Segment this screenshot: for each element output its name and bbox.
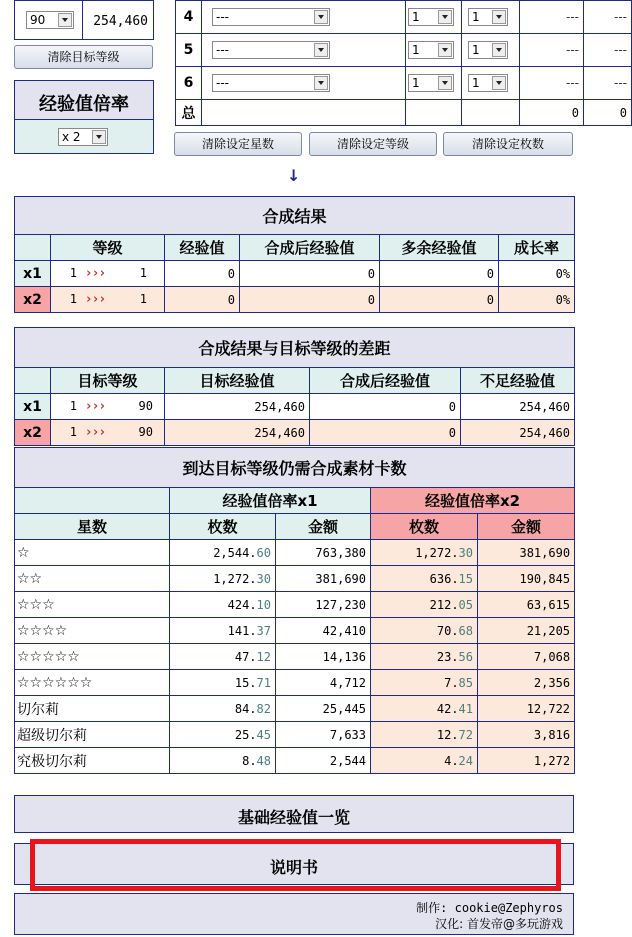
need-card-name: ☆☆☆☆ (15, 618, 170, 644)
base-exp-list-button[interactable] (14, 795, 574, 833)
level-from: 1 (69, 266, 77, 280)
need-count-x1 (170, 644, 276, 670)
count-int: 4. (444, 753, 459, 768)
count-int: 8. (242, 753, 257, 768)
clear-count-button[interactable]: 清除设定枚数 (443, 132, 573, 156)
need-cost-x1: 763,380 (276, 540, 371, 566)
need-cost-x2: 7,068 (478, 644, 575, 670)
result-col-header: 经验值 (165, 235, 240, 261)
level-to: 90 (138, 425, 153, 439)
gap-level-cell (51, 394, 165, 420)
chevron-down-icon (438, 10, 452, 24)
need-row (15, 592, 575, 618)
slot-star-cell (406, 34, 462, 67)
gap-row (15, 394, 575, 420)
count-int: 212. (429, 597, 459, 612)
need-card-name: ☆☆☆ (15, 592, 170, 618)
credits-box (14, 893, 574, 935)
result-exp: 0 (165, 261, 240, 287)
count-dec: 30 (458, 545, 473, 560)
chevron-right-icon: ››› (84, 292, 106, 307)
need-cost-x1: 4,712 (276, 670, 371, 696)
chevron-down-icon (58, 13, 72, 27)
result-extra-exp: 0 (380, 287, 499, 313)
need-count-x2 (371, 722, 478, 748)
count-dec: 15 (458, 571, 473, 586)
manual-highlight-frame (30, 839, 561, 891)
level-from: 1 (69, 399, 77, 413)
need-row (15, 748, 575, 774)
need-count-x1 (170, 670, 276, 696)
need-card-name: ☆☆ (15, 566, 170, 592)
target-level-divider (82, 0, 83, 40)
gap-col-header: 目标经验值 (165, 368, 310, 394)
count-dec: 48 (256, 753, 271, 768)
count-dec: 45 (256, 727, 271, 742)
need-col-header: 星数 (15, 514, 170, 540)
result-after-exp: 0 (240, 261, 380, 287)
slot-card-select-value: --- (216, 10, 229, 24)
result-table (14, 196, 575, 313)
need-row (15, 540, 575, 566)
need-cost-x1: 42,410 (276, 618, 371, 644)
slot-row (176, 67, 632, 100)
result-col-header: 成长率 (499, 235, 575, 261)
need-count-x1 (170, 566, 276, 592)
need-cost-x2: 3,816 (478, 722, 575, 748)
chevron-down-icon (438, 43, 452, 57)
slot-star-select-value: 1 (412, 10, 420, 24)
gap-row-label: x2 (15, 420, 51, 446)
manual-label: 说明书 (269, 858, 318, 877)
slot-total-blank (462, 100, 520, 126)
need-cost-x1: 14,136 (276, 644, 371, 670)
slot-card-select-value: --- (216, 76, 229, 90)
base-exp-list-label: 基础经验值一览 (237, 808, 350, 827)
need-count-x1 (170, 722, 276, 748)
gap-col-header: 不足经验值 (461, 368, 575, 394)
result-after-exp: 0 (240, 287, 380, 313)
slot-star-cell (406, 1, 462, 34)
gap-target-exp: 254,460 (165, 420, 310, 446)
chevron-down-icon (314, 10, 328, 24)
need-card-name: ☆☆☆☆☆ (15, 644, 170, 670)
result-row (15, 287, 575, 313)
need-row (15, 670, 575, 696)
chevron-down-icon (492, 43, 506, 57)
count-dec: 41 (458, 701, 473, 716)
slot-extra-value: --- (584, 67, 632, 100)
need-count-x2 (371, 748, 478, 774)
slot-level-select[interactable] (468, 41, 508, 59)
count-int: 47. (234, 649, 257, 664)
slot-extra-value: --- (584, 34, 632, 67)
count-dec: 10 (256, 597, 271, 612)
count-int: 12. (436, 727, 459, 742)
down-arrow-icon: ↓ (287, 166, 301, 185)
slot-level-select-value: 1 (472, 43, 480, 57)
chevron-right-icon: ››› (84, 425, 106, 440)
exp-rate-header (14, 80, 154, 120)
slot-card-select[interactable] (212, 8, 330, 26)
chevron-down-icon (314, 43, 328, 57)
slot-level-cell (462, 1, 520, 34)
gap-row (15, 420, 575, 446)
need-cost-x2: 190,845 (478, 566, 575, 592)
count-int: 2,544. (213, 545, 257, 560)
slot-star-select[interactable] (408, 41, 454, 59)
gap-short-exp: 254,460 (461, 394, 575, 420)
count-dec: 82 (256, 701, 271, 716)
need-count-x2 (371, 644, 478, 670)
clear-levels-button[interactable]: 清除设定等级 (309, 132, 437, 156)
level-to: 1 (139, 266, 147, 280)
count-dec: 12 (256, 649, 271, 664)
result-col-header: 多余经验值 (380, 235, 499, 261)
result-row-label: x2 (15, 287, 51, 313)
count-dec: 72 (458, 727, 473, 742)
count-int: 636. (429, 571, 459, 586)
slot-card-select[interactable] (212, 74, 330, 92)
count-int: 1,272. (415, 545, 459, 560)
need-cost-x1: 2,544 (276, 748, 371, 774)
count-int: 23. (436, 649, 459, 664)
slot-star-select[interactable] (408, 8, 454, 26)
count-int: 141. (227, 623, 257, 638)
gap-col-header: 合成后经验值 (310, 368, 461, 394)
result-row-label: x1 (15, 261, 51, 287)
clear-stars-button[interactable]: 清除设定星数 (174, 132, 302, 156)
count-dec: 30 (256, 571, 271, 586)
need-count-x2 (371, 618, 478, 644)
need-cost-x2: 12,722 (478, 696, 575, 722)
slot-exp-value: --- (520, 67, 584, 100)
result-col-header: 合成后经验值 (240, 235, 380, 261)
gap-title: 合成结果与目标等级的差距 (15, 328, 575, 368)
result-growth: 0% (499, 261, 575, 287)
rate2-header: 经验值倍率x2 (371, 488, 575, 514)
slot-level-cell (462, 34, 520, 67)
slot-number: 5 (176, 34, 202, 67)
count-int: 7. (444, 675, 459, 690)
need-title: 到达目标等级仍需合成素材卡数 (15, 448, 575, 488)
level-from: 1 (69, 292, 77, 306)
slot-row (176, 1, 632, 34)
gap-after-exp: 0 (310, 420, 461, 446)
slot-level-select-value: 1 (472, 76, 480, 90)
count-dec: 85 (458, 675, 473, 690)
target-level-exp: 254,460 (93, 14, 148, 29)
slot-card-select[interactable] (212, 41, 330, 59)
slot-level-select[interactable] (468, 8, 508, 26)
slot-total-blank (406, 100, 462, 126)
gap-row-label: x1 (15, 394, 51, 420)
count-dec: 05 (458, 597, 473, 612)
need-table (14, 447, 575, 774)
gap-level-cell (51, 420, 165, 446)
slot-extra-value: --- (584, 1, 632, 34)
result-level-cell (51, 287, 165, 313)
chevron-right-icon: ››› (84, 266, 106, 281)
need-count-x1 (170, 618, 276, 644)
exp-rate-title: 经验值倍率 (39, 94, 129, 115)
level-to: 90 (138, 399, 153, 413)
need-row (15, 618, 575, 644)
need-cost-x1: 127,230 (276, 592, 371, 618)
gap-header-blank (15, 368, 51, 394)
result-growth: 0% (499, 287, 575, 313)
chevron-down-icon (438, 76, 452, 90)
need-col-header: 金额 (478, 514, 575, 540)
count-dec: 71 (256, 675, 271, 690)
slot-card-cell (202, 1, 406, 34)
result-title: 合成结果 (15, 197, 575, 235)
count-int: 25. (234, 727, 257, 742)
count-dec: 24 (458, 753, 473, 768)
count-int: 42. (436, 701, 459, 716)
need-col-header: 枚数 (371, 514, 478, 540)
slot-exp-value: --- (520, 34, 584, 67)
result-exp: 0 (165, 287, 240, 313)
slot-card-select-value: --- (216, 43, 229, 57)
rate1-header: 经验值倍率x1 (170, 488, 371, 514)
need-col-header: 枚数 (170, 514, 276, 540)
need-cost-x2: 2,356 (478, 670, 575, 696)
count-int: 15. (234, 675, 257, 690)
need-card-name: 究极切尔莉 (15, 748, 170, 774)
clear-target-level-button[interactable]: 清除目标等级 (14, 45, 153, 69)
chevron-down-icon (492, 76, 506, 90)
slot-star-cell (406, 67, 462, 100)
level-to: 1 (139, 292, 147, 306)
need-card-name: ☆☆☆☆☆☆ (15, 670, 170, 696)
gap-short-exp: 254,460 (461, 420, 575, 446)
chevron-down-icon (314, 76, 328, 90)
count-dec: 68 (458, 623, 473, 638)
slot-number: 4 (176, 1, 202, 34)
need-count-x1 (170, 748, 276, 774)
need-row (15, 722, 575, 748)
need-cost-x2: 63,615 (478, 592, 575, 618)
slot-star-select[interactable] (408, 74, 454, 92)
credits-line2: 汉化: 首发帝@多玩游戏 (435, 917, 563, 931)
need-cost-x1: 381,690 (276, 566, 371, 592)
slot-level-cell (462, 67, 520, 100)
need-cost-x1: 7,633 (276, 722, 371, 748)
need-cost-x2: 21,205 (478, 618, 575, 644)
need-count-x2 (371, 670, 478, 696)
need-card-name: 切尔莉 (15, 696, 170, 722)
count-int: 424. (227, 597, 257, 612)
gap-table (14, 327, 575, 446)
slot-total-extra: 0 (584, 100, 632, 126)
count-int: 1,272. (213, 571, 257, 586)
need-count-x2 (371, 696, 478, 722)
gap-after-exp: 0 (310, 394, 461, 420)
slot-total-exp: 0 (520, 100, 584, 126)
need-row (15, 644, 575, 670)
need-header-blank (15, 488, 170, 514)
need-col-header: 金额 (276, 514, 371, 540)
chevron-right-icon: ››› (84, 399, 106, 414)
need-row (15, 566, 575, 592)
need-count-x2 (371, 566, 478, 592)
need-row (15, 696, 575, 722)
slot-card-cell (202, 67, 406, 100)
result-col-header: 等级 (51, 235, 165, 261)
exp-rate-select[interactable]: x 2 (58, 128, 108, 146)
need-count-x2 (371, 540, 478, 566)
result-row (15, 261, 575, 287)
count-int: 84. (234, 701, 257, 716)
slot-total-row (176, 100, 632, 126)
slot-row (176, 34, 632, 67)
slot-card-cell (202, 34, 406, 67)
need-count-x1 (170, 592, 276, 618)
need-cost-x2: 1,272 (478, 748, 575, 774)
count-dec: 60 (256, 545, 271, 560)
slot-total-label: 总 (176, 100, 202, 126)
slot-star-select-value: 1 (412, 43, 420, 57)
slot-number: 6 (176, 67, 202, 100)
slot-star-select-value: 1 (412, 76, 420, 90)
chevron-down-icon (492, 10, 506, 24)
need-cost-x2: 381,690 (478, 540, 575, 566)
need-cost-x1: 25,445 (276, 696, 371, 722)
count-int: 70. (436, 623, 459, 638)
chevron-down-icon (92, 130, 106, 144)
credits-line1: 制作: cookie@Zephyros (416, 901, 563, 915)
need-card-name: ☆ (15, 540, 170, 566)
slot-level-select[interactable] (468, 74, 508, 92)
need-count-x1 (170, 540, 276, 566)
need-count-x2 (371, 592, 478, 618)
slot-level-select-value: 1 (472, 10, 480, 24)
gap-col-header: 目标等级 (51, 368, 165, 394)
level-from: 1 (69, 425, 77, 439)
result-level-cell (51, 261, 165, 287)
slot-table (175, 0, 632, 126)
need-count-x1 (170, 696, 276, 722)
gap-target-exp: 254,460 (165, 394, 310, 420)
need-card-name: 超级切尔莉 (15, 722, 170, 748)
count-dec: 37 (256, 623, 271, 638)
slot-total-blank (202, 100, 406, 126)
result-header-blank (15, 235, 51, 261)
result-extra-exp: 0 (380, 261, 499, 287)
target-level-select[interactable]: 90 (26, 11, 74, 29)
count-dec: 56 (458, 649, 473, 664)
slot-exp-value: --- (520, 1, 584, 34)
